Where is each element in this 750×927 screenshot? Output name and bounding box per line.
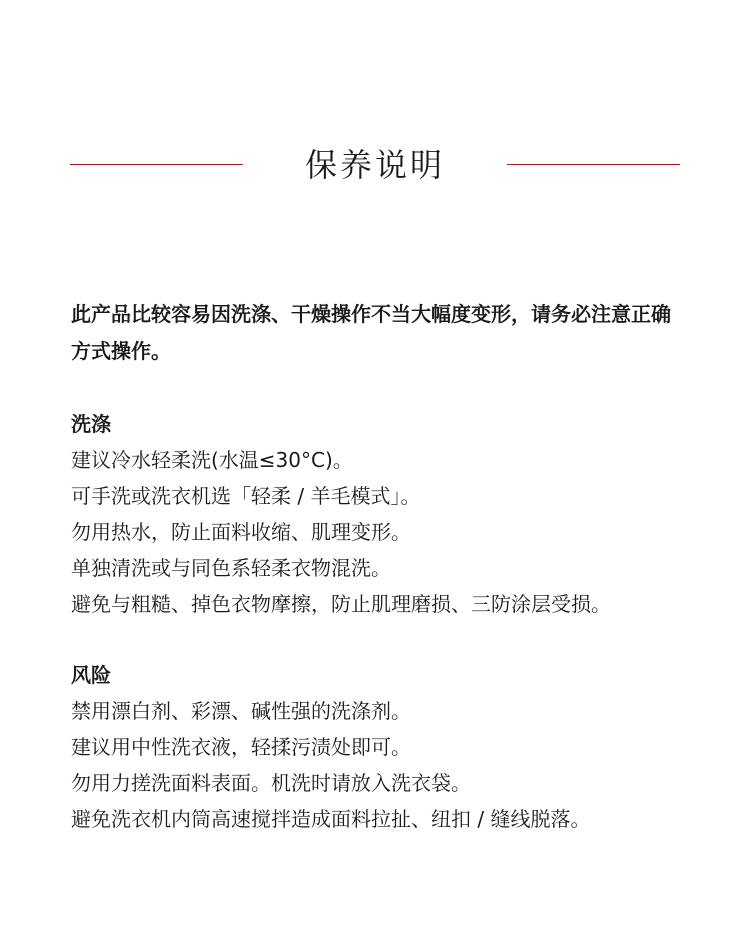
list-item: 建议用中性洗衣液，轻揉污渍处即可。 xyxy=(71,735,411,759)
title-rule-right xyxy=(507,164,680,165)
list-item: 单独清洗或与同色系轻柔衣物混洗。 xyxy=(71,556,391,580)
list-item: 避免洗衣机内筒高速搅拌造成面料拉扯、纽扣 / 缝线脱落。 xyxy=(71,807,591,831)
title-row xyxy=(0,140,750,190)
list-item: 建议冷水轻柔洗(水温≤30°C)。 xyxy=(71,448,353,472)
section-heading-washing: 洗涤 xyxy=(71,412,111,436)
list-item: 勿用力搓洗面料表面。机洗时请放入洗衣袋。 xyxy=(71,771,471,795)
list-item: 禁用漂白剂、彩漂、碱性强的洗涤剂。 xyxy=(71,699,411,723)
section-risk xyxy=(71,657,711,837)
washing-list xyxy=(71,442,711,622)
intro-warning: 此产品比较容易因洗涤、干燥操作不当大幅度变形，请务必注意正确方式操作。 xyxy=(71,302,671,363)
section-washing xyxy=(71,406,711,622)
list-item: 避免与粗糙、掉色衣物摩擦，防止肌理磨损、三防涂层受损。 xyxy=(71,592,611,616)
list-item: 勿用热水，防止面料收缩、肌理变形。 xyxy=(71,520,411,544)
list-item: 可手洗或洗衣机选「轻柔 / 羊毛模式」。 xyxy=(71,484,421,508)
risk-list xyxy=(71,693,711,837)
page-title: 保养说明 xyxy=(304,146,445,184)
section-heading-risk: 风险 xyxy=(71,663,111,687)
